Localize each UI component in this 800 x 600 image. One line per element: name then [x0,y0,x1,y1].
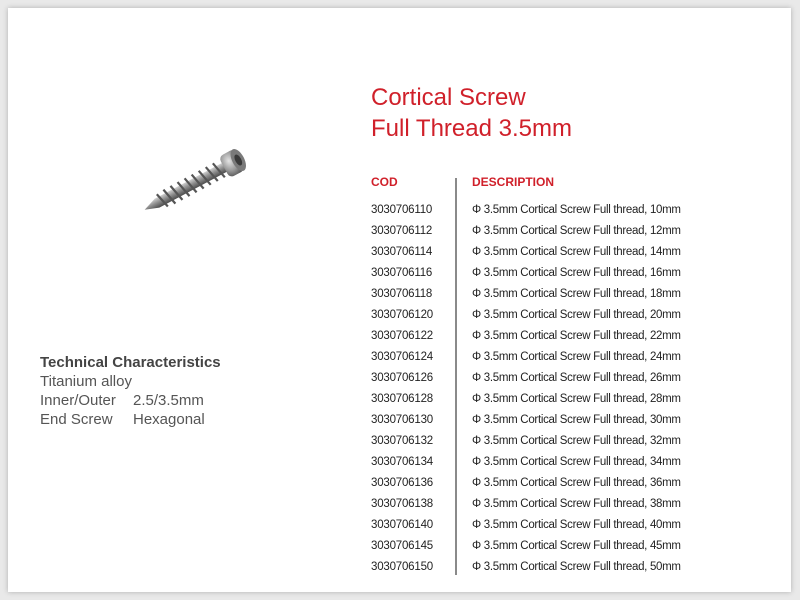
table-row [371,262,681,283]
row-code: 3030706136 [371,476,433,489]
table-row [371,388,681,409]
title-line-2: Full Thread 3.5mm [371,115,572,142]
row-code: 3030706132 [371,434,433,447]
row-code: 3030706120 [371,308,433,321]
table-row [371,556,681,577]
table-row [371,535,681,556]
row-code: 3030706145 [371,539,433,552]
catalog-page [8,8,791,592]
table-row [371,325,681,346]
row-code: 3030706116 [371,266,433,279]
table-row [371,430,681,451]
row-description: Φ 3.5mm Cortical Screw Full thread, 12mm [472,224,681,237]
row-description: Φ 3.5mm Cortical Screw Full thread, 10mm [472,203,681,216]
row-description: Φ 3.5mm Cortical Screw Full thread, 16mm [472,266,681,279]
row-code: 3030706138 [371,497,433,510]
row-description: Φ 3.5mm Cortical Screw Full thread, 26mm [472,371,681,384]
product-table [371,199,681,577]
row-description: Φ 3.5mm Cortical Screw Full thread, 14mm [472,245,681,258]
table-row [371,514,681,535]
spec-row [40,391,221,410]
table-row [371,241,681,262]
row-code: 3030706118 [371,287,433,300]
row-code: 3030706122 [371,329,433,342]
table-row [371,304,681,325]
table-row [371,346,681,367]
specs-heading: Technical Characteristics [40,354,221,371]
row-description: Φ 3.5mm Cortical Screw Full thread, 45mm [472,539,681,552]
table-row [371,367,681,388]
row-description: Φ 3.5mm Cortical Screw Full thread, 50mm [472,560,681,573]
row-code: 3030706124 [371,350,433,363]
spec-label: Inner/Outer [40,392,116,409]
table-row [371,451,681,472]
table-row [371,283,681,304]
table-row [371,472,681,493]
row-code: 3030706126 [371,371,433,384]
product-title [371,82,572,144]
table-row [371,220,681,241]
row-description: Φ 3.5mm Cortical Screw Full thread, 36mm [472,476,681,489]
row-code: 3030706140 [371,518,433,531]
table-row [371,409,681,430]
title-line-1: Cortical Screw [371,84,526,111]
table-row [371,199,681,220]
row-code: 3030706128 [371,392,433,405]
row-code: 3030706110 [371,203,433,216]
table-row [371,493,681,514]
row-code: 3030706150 [371,560,433,573]
row-description: Φ 3.5mm Cortical Screw Full thread, 30mm [472,413,681,426]
column-header-description: DESCRIPTION [472,175,555,189]
spec-label: End Screw [40,411,113,428]
technical-characteristics [40,353,221,429]
row-description: Φ 3.5mm Cortical Screw Full thread, 22mm [472,329,681,342]
cortical-screw-image [130,143,260,223]
row-description: Φ 3.5mm Cortical Screw Full thread, 28mm [472,392,681,405]
row-description: Φ 3.5mm Cortical Screw Full thread, 40mm [472,518,681,531]
column-header-code: COD [371,175,398,189]
row-code: 3030706134 [371,455,433,468]
row-code: 3030706114 [371,245,433,258]
row-description: Φ 3.5mm Cortical Screw Full thread, 32mm [472,434,681,447]
row-description: Φ 3.5mm Cortical Screw Full thread, 18mm [472,287,681,300]
spec-value: Hexagonal [133,411,205,428]
spec-material: Titanium alloy [40,373,132,390]
row-description: Φ 3.5mm Cortical Screw Full thread, 24mm [472,350,681,363]
row-description: Φ 3.5mm Cortical Screw Full thread, 20mm [472,308,681,321]
row-description: Φ 3.5mm Cortical Screw Full thread, 38mm [472,497,681,510]
row-code: 3030706130 [371,413,433,426]
row-code: 3030706112 [371,224,433,237]
spec-value: 2.5/3.5mm [133,392,204,409]
spec-row [40,410,221,429]
row-description: Φ 3.5mm Cortical Screw Full thread, 34mm [472,455,681,468]
